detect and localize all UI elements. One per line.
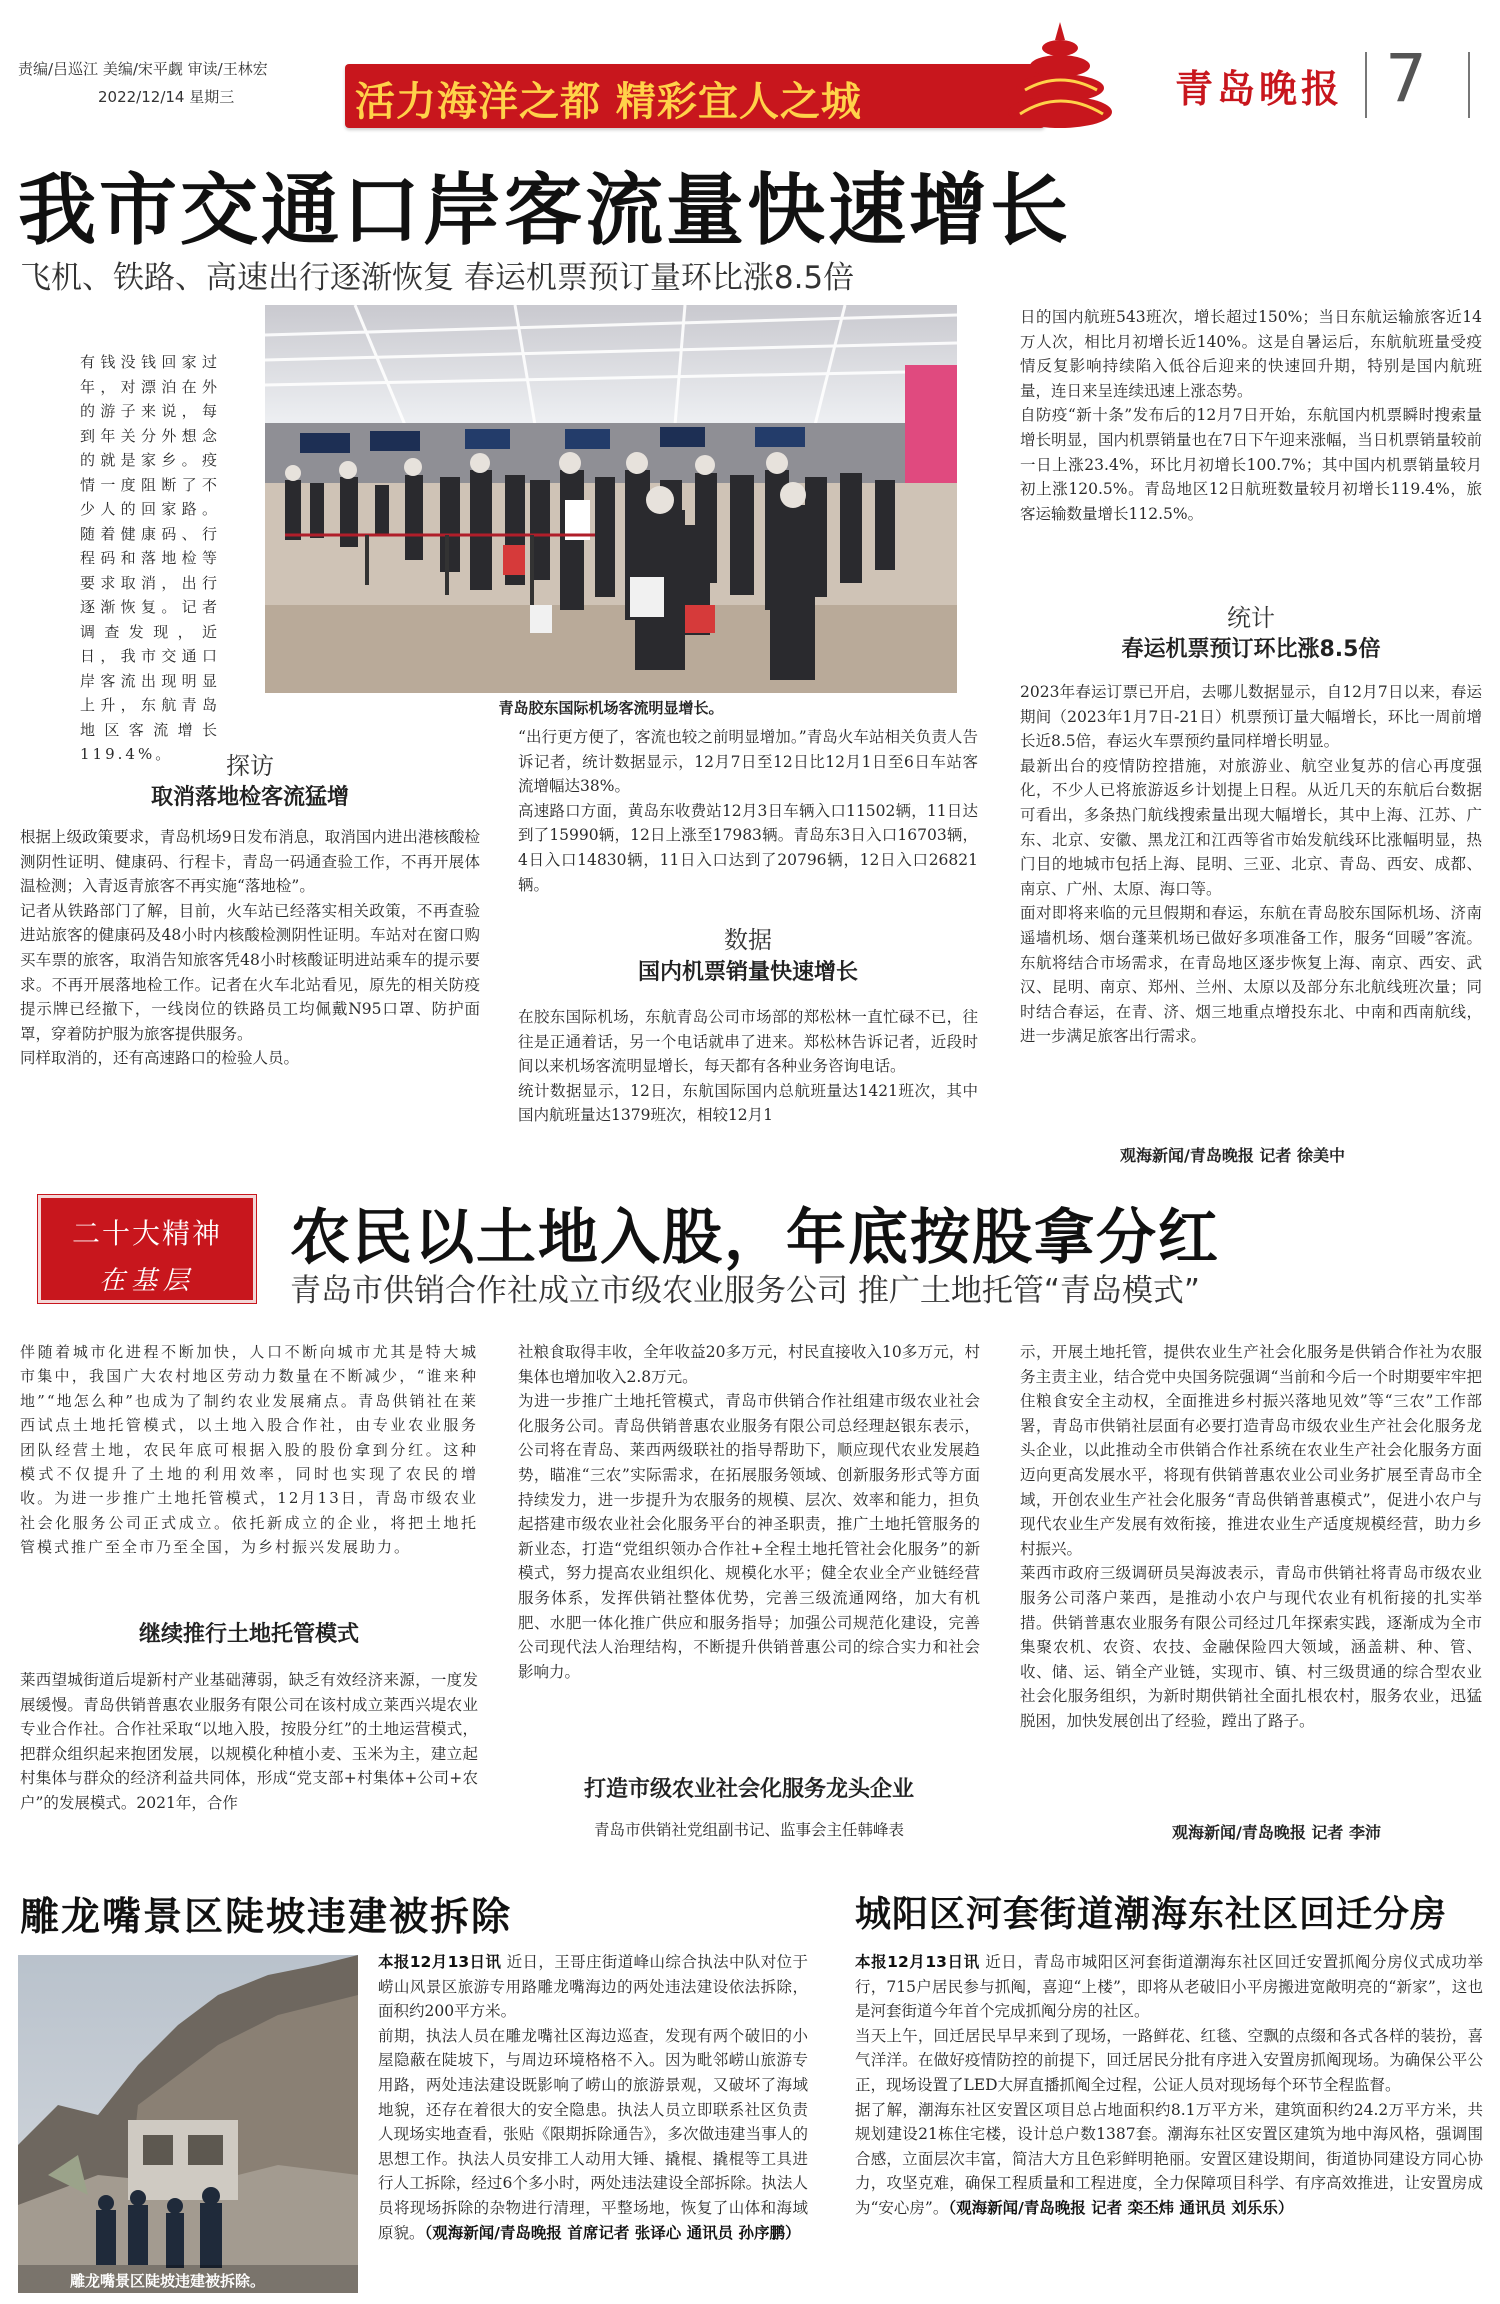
section-title: 国内机票销量快速增长 — [637, 960, 858, 985]
article-body: 日的国内航班543班次，增长超过150%；当日东航运输旅客近14万人次，相比月初增长近140%。这是自暑运后，东航航班量受疫情反复影响持续陷入低谷后迎来的快速回升期，特别是国内航班量，连日来呈连续迅速上涨态势。 自防疫“新十条”发布后的12月7日开始，东航国内机票瞬时搜索量增长明显，国内机票销量也在7日下午迎来涨幅，当日机票销量较前一日上涨23.4%，环比月初增长100.7%；其中国内机票销量较月初上涨120.5%。青岛地区12日航班数量较月初增长119.4%，旅客运输数量增长112.5%。 — [1020, 308, 1482, 523]
article-body: 莱西望城街道后堤新村产业基础薄弱，缺乏有效经济来源，一度发展缓慢。青岛供销普惠农业服务有限公司在该村成立莱西兴堤农业专业合作社。合作社采取“以地入股，按股分红”的土地运营模式，把群众组织起来抱团发展，以规模化种植小麦、玉米为主，建立起村集体与群众的经济利益共同体，形成“党支部+村集体+公司+农户”的发展模式。2021年，合作 — [20, 1671, 478, 1812]
headline: 雕龙嘴景区陡坡违建被拆除 — [20, 1895, 513, 1940]
headline: 农民以土地入股，年底按股拿分红 — [290, 1203, 1220, 1273]
article-body: “出行更方便了，客流也较之前明显增加。”青岛火车站相关负责人告诉记者，统计数据显示，12月7日至12日比12月1日至6日车站客流增幅达38%。 高速路口方面，黄岛东收费站12月3日车辆入口11502辆，11日达到了15990辆，12日上涨至17983辆。青岛东3日入口16703辆，4日入口14830辆，11日入口达到了20796辆，12日入口26821辆。 — [518, 728, 978, 894]
byline: （观海新闻/青岛晚报 记者 栾丕炜 通讯员 刘乐乐） — [948, 2198, 1294, 2217]
airport-photo — [265, 305, 957, 693]
section-category: 探访 — [226, 752, 274, 780]
badge-line-2: 在基层 — [98, 1266, 195, 1296]
section-title: 春运机票预订环比涨8.5倍 — [1121, 637, 1381, 662]
issue-date: 2022/12/14 星期三 — [98, 88, 235, 106]
page-number: 7 — [1385, 40, 1427, 117]
article-body: 青岛市供销社党组副书记、监事会主任韩峰表 — [593, 1821, 904, 1839]
slogan-text: 活力海洋之都 精彩宜人之城 — [355, 79, 862, 125]
photo-caption: 青岛胶东国际机场客流明显增长。 — [498, 699, 724, 717]
dateline: 本报12月13日讯 — [378, 1953, 502, 1971]
masthead — [0, 0, 1500, 140]
article-body: 示，开展土地托管，提供农业生产社会化服务是供销合作社为农服务主责主业，结合党中央国务院强调“当前和今后一个时期要牢牢把住粮食安全主动权，全面推进乡村振兴落地见效”等“三农”工作部署，青岛市供销社层面有必要打造青岛市级农业生产社会化服务龙头企业，以此推动全市供销合作社系统在农业生产社会化服务方面迈向更高发展水平，将现有供销普惠农业公司业务扩展至青岛市全域，开创农业生产社会化服务“青岛供销普惠模式”，促进小农户与现代农业生产发展有效衔接，推进农业生产适度规模经营，助力乡村振兴。 莱西市政府三级调研员吴海波表示，青岛市供销社将青岛市级农业服务公司落户莱西，是推动小农户与现代农业有机衔接的扎实举措。供销普惠农业服务有限公司经过几年探索实践，逐渐成为全市集聚农机、农资、农技、金融保险四大领域，涵盖耕、种、管、收、储、运、销全产业链，实现市、镇、村三级贯通的综合型农业社会化服务组织，为新时期供销社全面扎根农村，服务农业，迅猛脱困，加快发展创出了经验，蹚出了路子。 — [1020, 1343, 1482, 1730]
article-body: 社粮食取得丰收，全年收益20多万元，村民直接收入10多万元，村集体也增加收入2.8万元。 为进一步推广土地托管模式，青岛市供销合作社组建市级农业社会化服务公司。青岛供销普惠农业服务有限公司总经理赵银东表示，公司将在青岛、莱西两级联社的指导帮助下，顺应现代农业发展趋势，瞄准“三农”实际需求，在拓展服务领域、创新服务形式等方面持续发力，进一步提升为农服务的规模、层次、效率和能力，担负起搭建市级农业社会化服务平台的神圣职责，推广土地托管服务的新业态，打造“党组织领办合作社+全程土地托管社会化服务”的新模式，努力提高农业组织化、规模化水平；健全农业全产业链经营服务体系，发挥供销社整体优势，完善三级流通网络，加大有机肥、水肥一体化推广供应和服务指导；加强公司规范化建设，完善公司现代法人治理结构，不断提升供销普惠公司的综合实力和社会影响力。 — [518, 1343, 980, 1681]
newspaper-name: 青岛晚报 — [1175, 66, 1344, 111]
dateline: 本报12月13日讯 — [855, 1953, 980, 1971]
masthead-divider — [1468, 52, 1470, 118]
section-badge — [38, 1195, 256, 1303]
intro-paragraph: 有钱没钱回家过年，对漂泊在外的游子来说，每到年关分外想念的就是家乡。疫情一度阻断了不少人的回家路。随着健康码、行程码和落地检等要求取消，出行逐渐恢复。记者调查发现，近日，我市交通口岸客流出现明显上升，东航青岛地区客流增长119.4%。 — [80, 353, 220, 763]
article-body: 2023年春运订票已开启，去哪儿数据显示，自12月7日以来，春运期间（2023年1月7日-21日）机票预订量大幅增长，环比一周前增长近8.5倍，春运火车票预约量同样增长明显。 最新出台的疫情防控措施，对旅游业、航空业复苏的信心再度强化，不少人已将旅游返乡计划提上日程。从近几天的东航后台数据可看出，多条热门航线搜索量出现大幅增长，其中上海、江苏、广东、北京、安徽、黑龙江和江西等省市始发航线环比涨幅明显，热门目的地城市包括上海、昆明、三亚、北京、青岛、西安、成都、南京、广州、太原、海口等。 面对即将来临的元旦假期和春运，东航在青岛胶东国际机场、济南遥墙机场、烟台蓬莱机场已做好多项准备工作，服务“回暖”客流。东航将结合市场需求，在青岛地区逐步恢复上海、南京、西安、武汉、昆明、南京、郑州、兰州、太原以及部分东北航线班次量；同时结合春运，在青、济、烟三地重点增投东北、中南和西南航线，进一步满足旅客出行需求。 — [1020, 683, 1482, 1046]
article-body: 在胶东国际机场，东航青岛公司市场部的郑松林一直忙碌不已，往往是正通着话，另一个电话就串了进来。郑松林告诉记者，近段时间以来机场客流明显增长，每天都有各种业务咨询电话。 统计数据显示，12日，东航国际国内总航班量达1421班次，其中国内航班量达1379班次，相较12月1 — [518, 1008, 978, 1125]
article-text: 近日，青岛市城阳区河套街道潮海东社区回迁安置抓阄分房仪式成功举行，715户居民参与抓阄，喜迎“上楼”，即将从老破旧小平房搬进宽敞明亮的“新家”，这也是河套街道今年首个完成抓阄分房的社区。 当天上午，回迁居民早早来到了现场，一路鲜花、红毯、空飘的点缀和各式各样的装扮，喜气洋洋。在做好疫情防控的前提下，回迁居民分批有序进入安置房抓阄现场。为确保公平公正，现场设置了LED大屏直播抓阄全过程，公证人员对现场每个环节全程监督。 据了解，潮海东社区安置区项目总占地面积约8.1万平方米，建筑面积约24.2万平方米，共规划建设21栋住宅楼，设计总户数1387套。潮海东社区安置区建筑为地中海风格，强调围合感，立面层次丰富，简洁大方且色彩鲜明艳丽。安置区建设期间，街道协同建设方同心协力，攻坚克难，确保工程质量和工程进度，全力保障项目科学、有序高效推进，让安置房成为“安心房”。 — [855, 1953, 1483, 2217]
headline: 城阳区河套街道潮海东社区回迁分房 — [855, 1894, 1448, 1935]
demolition-photo — [18, 1955, 358, 2293]
editor-credits: 责编/吕巡江 美编/宋平觑 审读/王林宏 — [18, 60, 268, 78]
section-category: 数据 — [724, 926, 772, 954]
headline: 我市交通口岸客流量快速增长 — [18, 166, 1072, 256]
subheadline: 青岛市供销合作社成立市级农业服务公司 推广土地托管“青岛模式” — [290, 1273, 1200, 1309]
tower-logo-icon — [1005, 18, 1115, 138]
badge-line-1: 二十大精神 — [71, 1217, 222, 1250]
section-category: 统计 — [1227, 604, 1275, 632]
byline: （观海新闻/青岛晚报 首席记者 张译心 通讯员 孙序鹏） — [424, 2223, 801, 2242]
article-body — [378, 1950, 808, 2245]
section-title: 打造市级农业社会化服务龙头企业 — [583, 1777, 914, 1802]
byline: 观海新闻/青岛晚报 记者 徐美中 — [1120, 1146, 1345, 1165]
intro-paragraph: 伴随着城市化进程不断加快，人口不断向城市尤其是特大城市集中，我国广大农村地区劳动力数量在不断减少，“谁来种地”“地怎么种”也成为了制约农业发展痛点。青岛供销社在莱西试点土地托管模式，以土地入股合作社，由专业农业服务团队经营土地，农民年底可根据入股的股份拿到分红。这种模式不仅提升了土地的利用效率，同时也实现了农民的增收。为进一步推广土地托管模式，12月13日，青岛市级农业社会化服务公司正式成立。依托新成立的企业，将把土地托管模式推广至全市乃至全国，为乡村振兴发展助力。 — [20, 1343, 478, 1557]
section-title: 取消落地检客流猛增 — [150, 785, 349, 810]
article-body — [855, 1950, 1483, 2221]
section-title: 继续推行土地托管模式 — [138, 1622, 359, 1647]
article-text: 近日，王哥庄街道峰山综合执法中队对位于崂山风景区旅游专用路雕龙嘴海边的两处违法建设依法拆除，面积约200平方米。 前期，执法人员在雕龙嘴社区海边巡查，发现有两个破旧的小屋隐蔽在陡坡下，与周边环境格格不入。因为毗邻崂山旅游专用路，两处违法建设既影响了崂山的旅游景观，又破坏了海域地貌，还存在着很大的安全隐患。执法人员立即联系社区负责人现场实地查看，张贴《限期拆除通告》，多次做违建当事人的思想工作。执法人员安排工人动用大锤、撬棍、撬棍等工具进行人工拆除，经过6个多小时，两处违法建设全部拆除。执法人员将现场拆除的杂物进行清理，平整场地，恢复了山体和海域原貌。 — [378, 1953, 808, 2242]
article-body: 根据上级政策要求，青岛机场9日发布消息，取消国内进出港核酸检测阴性证明、健康码、行程卡，青岛一码通查验工作，不再开展体温检测；入青返青旅客不再实施“落地检”。 记者从铁路部门了解，目前，火车站已经落实相关政策，不再查验进站旅客的健康码及48小时内核酸检测阴性证明。车站对在窗口购买车票的旅客，取消告知旅客凭48小时核酸证明进站乘车的提示要求。不再开展落地检工作。记者在火车北站看见，原先的相关防疫提示牌已经撤下，一线岗位的铁路员工均佩戴N95口罩、防护面罩，穿着防护服为旅客提供服务。 同样取消的，还有高速路口的检验人员。 — [20, 828, 480, 1068]
photo-caption: 雕龙嘴景区陡坡违建被拆除。 — [70, 2272, 266, 2290]
byline: 观海新闻/青岛晚报 记者 李沛 — [1172, 1823, 1381, 1842]
subheadline: 飞机、铁路、高速出行逐渐恢复 春运机票预订量环比涨8.5倍 — [20, 260, 855, 296]
masthead-divider — [1365, 52, 1367, 118]
